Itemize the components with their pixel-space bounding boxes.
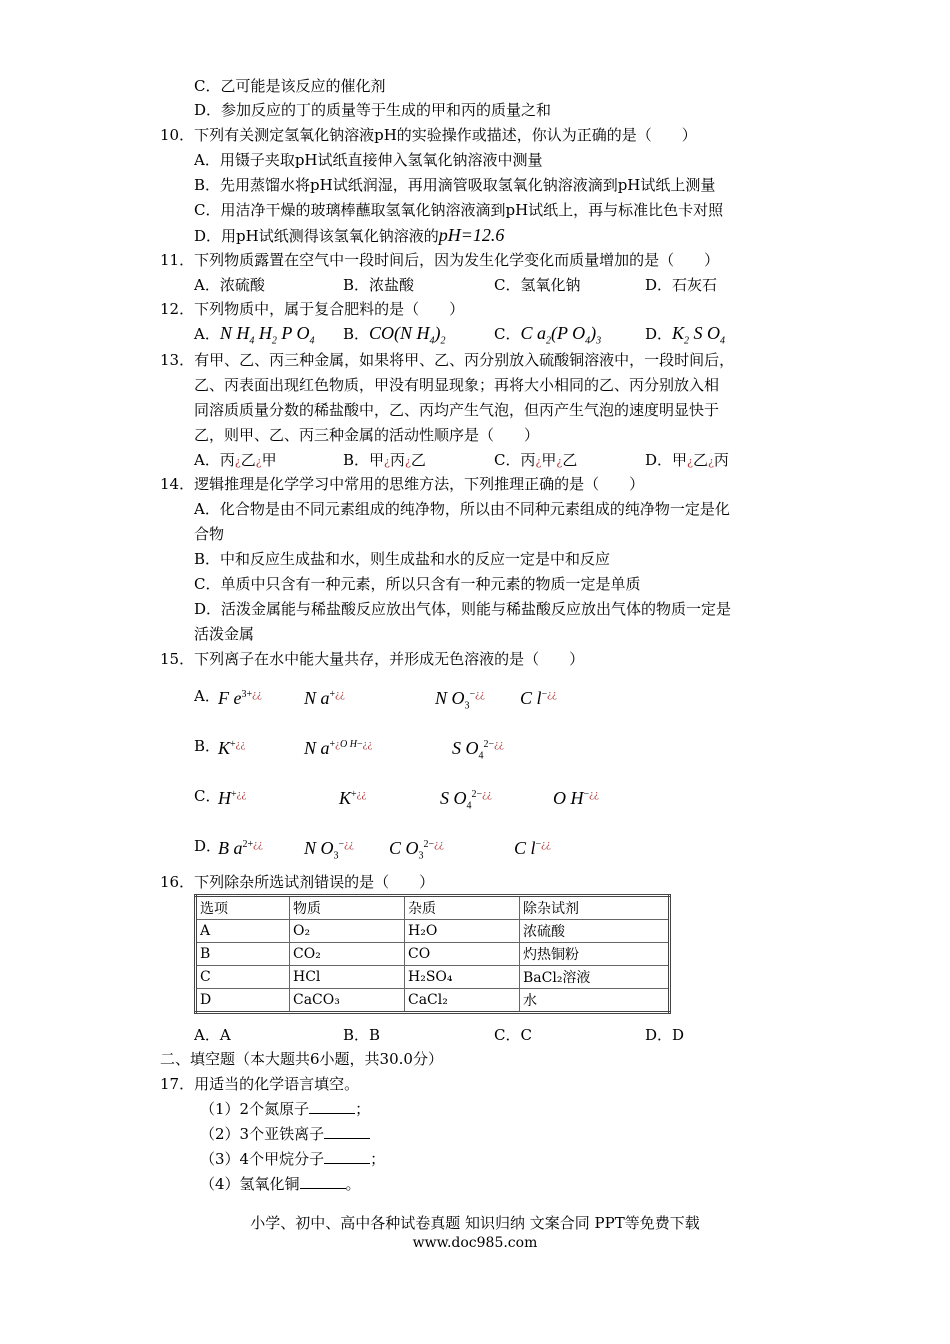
table-cell: H₂SO₄ [405, 966, 520, 989]
table-row [196, 989, 670, 1013]
q15-d-ion-no3: N $O_3^{-¿¿}$ [304, 838, 354, 862]
q12-option-a [194, 322, 315, 353]
q12-option-c [494, 322, 601, 353]
q13-stem-line4: 乙，则甲、乙、丙三种金属的活动性顺序是（ ） [194, 426, 540, 444]
q16-option-b: B．B [343, 1026, 381, 1044]
q17-item-1 [200, 1099, 370, 1119]
table-cell: CaCO₃ [290, 989, 405, 1013]
q16-option-c: C．C [494, 1026, 532, 1044]
table-cell: CaCl₂ [405, 989, 520, 1013]
q11-stem: 11．下列物质露置在空气中一段时间后，因为发生化学变化而质量增加的是（ ） [160, 251, 720, 269]
q10-option-b: B．先用蒸馏水将pH试纸润湿，再用滴管吸取氢氧化钠溶液滴到pH试纸上测量 [194, 176, 716, 194]
q10-option-c: C．用洁净干燥的玻璃棒蘸取氢氧化钠溶液滴到pH试纸上，再与标准比色卡对照 [194, 201, 724, 219]
table-header-row [196, 896, 670, 920]
q14-option-d-line1: D．活泼金属能与稀盐酸反应放出气体，则能与稀盐酸反应放出气体的物质一定是 [194, 600, 732, 618]
table-header-cell: 杂质 [405, 896, 520, 920]
q12-option-d-formula: $K_2$ S $O_4$ [672, 323, 726, 347]
q17-item-4-punct: 。 [345, 1175, 361, 1193]
q10-option-d-text: D．用pH试纸测得该氢氧化钠溶液的 [194, 227, 439, 245]
impurity-table [194, 894, 671, 1014]
q17-item-1-punct: ； [355, 1100, 371, 1118]
answer-blank[interactable] [309, 1099, 355, 1114]
answer-blank[interactable] [324, 1149, 370, 1164]
table-cell: 水 [520, 989, 670, 1013]
q13-stem-line1: 13．有甲、乙、丙三种金属，如果将甲、乙、丙分别放入硫酸铜溶液中，一段时间后， [160, 351, 735, 369]
q13-option-b-label: B．甲 [343, 451, 385, 469]
table-row [196, 943, 670, 966]
q17-item-4-text: （4）氢氧化铜 [200, 1175, 300, 1193]
q15-b-ion-so4: S $O_4^{2-¿¿}$ [452, 738, 504, 762]
q16-option-d: D．D [645, 1026, 685, 1044]
q11-option-c: C．氢氧化钠 [494, 276, 581, 294]
q17-item-3 [200, 1149, 385, 1169]
q12-option-c-label: C． [494, 325, 521, 343]
table-cell: 浓硫酸 [520, 920, 670, 943]
section-heading-fill-in: 二、填空题（本大题共6小题，共30.0分） [160, 1050, 443, 1068]
q14-option-b: B．中和反应生成盐和水，则生成盐和水的反应一定是中和反应 [194, 550, 611, 568]
q13-stem-line3: 同溶质质量分数的稀盐酸中，乙、丙均产生气泡，但丙产生气泡的速度明显快于 [194, 401, 720, 419]
q10-stem: 10．下列有关测定氢氧化钠溶液pH的实验操作或描述，你认为正确的是（ ） [160, 126, 697, 144]
q9-option-d: D．参加反应的丁的质量等于生成的甲和丙的质量之和 [194, 101, 552, 119]
q12-option-b-label: B． [343, 325, 370, 343]
table-row [196, 920, 670, 943]
q15-d-ion-cl: C l−¿¿ [514, 838, 551, 858]
q10-option-d-math: pH=12.6 [438, 225, 505, 245]
q10-option-a: A．用镊子夹取pH试纸直接伸入氢氧化钠溶液中测量 [194, 151, 543, 169]
q12-option-b [343, 322, 446, 353]
q11-option-d: D．石灰石 [645, 276, 718, 294]
q12-option-a-label: A． [194, 325, 220, 343]
q10-option-d [194, 225, 504, 246]
footer-promo: 小学、初中、高中各种试卷真题 知识归纳 文案合同 PPT等免费下载 [250, 1214, 700, 1232]
table-cell: 灼热铜粉 [520, 943, 670, 966]
q13-option-d-label: D．甲 [645, 451, 688, 469]
q17-item-1-text: （1）2个氮原子 [200, 1100, 310, 1118]
q12-option-d [645, 322, 725, 353]
q11-option-b: B．浓盐酸 [343, 276, 415, 294]
q17-stem: 17．用适当的化学语言填空。 [160, 1075, 360, 1093]
q12-stem: 12．下列物质中，属于复合肥料的是（ ） [160, 300, 465, 318]
q13-option-c: C．丙¿甲¿乙 [494, 451, 578, 469]
q15-a-ion-cl: C l−¿¿ [520, 688, 557, 708]
q12-option-a-formula: N $H_4$ $H_2$ P $O_4$ [219, 323, 315, 347]
q15-a-ion-fe: F $e^{3+¿¿}$ [218, 688, 262, 708]
q17-item-2-text: （2）3个亚铁离子 [200, 1125, 325, 1143]
q15-option-d-label: D． [194, 837, 222, 855]
q12-option-c-formula: C $a_2(P$ $O_4)_3$ [520, 323, 602, 347]
table-header-cell: 物质 [290, 896, 405, 920]
table-cell: CO₂ [290, 943, 405, 966]
q13-option-b: B．甲¿丙¿乙 [343, 451, 426, 469]
q13-option-d: D．甲¿乙¿丙 [645, 451, 729, 469]
q12-option-d-label: D． [645, 325, 673, 343]
q14-stem: 14．逻辑推理是化学学习中常用的思维方法，下列推理正确的是（ ） [160, 475, 645, 493]
q15-c-ion-so4: S $O_4^{2-¿¿}$ [440, 788, 492, 812]
q15-b-ion-k: K+¿¿ [218, 738, 246, 758]
table-header-cell: 除杂试剂 [520, 896, 670, 920]
table-cell: H₂O [405, 920, 520, 943]
q15-c-ion-k: K+¿¿ [339, 788, 367, 808]
answer-blank[interactable] [324, 1124, 370, 1139]
q15-d-ion-ba: B $a^{2+¿¿}$ [218, 838, 263, 858]
table-cell: D [196, 989, 290, 1013]
table-row [196, 966, 670, 989]
q9-option-c: C．乙可能是该反应的催化剂 [194, 77, 386, 95]
q16-stem: 16．下列除杂所选试剂错误的是（ ） [160, 873, 435, 891]
q17-item-2 [200, 1124, 370, 1144]
table-cell: A [196, 920, 290, 943]
q15-option-b-label: B． [194, 737, 221, 755]
q14-option-a-line1: A．化合物是由不同元素组成的纯净物，所以由不同种元素组成的纯净物一定是化 [194, 500, 730, 518]
q14-option-a-line2: 合物 [194, 525, 225, 543]
q15-c-ion-h: H+¿¿ [218, 788, 247, 808]
q14-option-c: C．单质中只含有一种元素，所以只含有一种元素的物质一定是单质 [194, 575, 641, 593]
table-cell: B [196, 943, 290, 966]
q13-stem-line2: 乙、丙表面出现红色物质，甲没有明显现象；再将大小相同的乙、丙分别放入相 [194, 376, 720, 394]
q13-option-c-label: C．丙 [494, 451, 536, 469]
q13-option-a: A．丙¿乙¿甲 [194, 451, 277, 469]
table-cell: BaCl₂溶液 [520, 966, 670, 989]
q15-d-ion-co3: C $O_3^{2-¿¿}$ [389, 838, 444, 862]
q15-a-ion-no3: N $O_3^{-¿¿}$ [435, 688, 485, 712]
q14-option-d-line2: 活泼金属 [194, 625, 255, 643]
q15-option-a-label: A． [194, 687, 220, 705]
q17-item-4 [200, 1174, 361, 1194]
q17-item-3-text: （3）4个甲烷分子 [200, 1150, 325, 1168]
q12-option-b-formula: CO(N $H_4)_2$ [369, 323, 446, 347]
table-cell: CO [405, 943, 520, 966]
q11-option-a: A．浓硫酸 [194, 276, 265, 294]
q15-option-c-label: C． [194, 787, 221, 805]
q15-a-ion-na: N a+¿¿ [304, 688, 345, 708]
q15-stem: 15．下列离子在水中能大量共存，并形成无色溶液的是（ ） [160, 650, 585, 668]
q15-b-ion-na-oh: N $a^{+¿O H-¿¿}$ [304, 738, 373, 758]
q16-option-a: A．A [194, 1026, 231, 1044]
footer-url[interactable]: www.doc985.com [412, 1235, 538, 1251]
table-cell: O₂ [290, 920, 405, 943]
q17-item-3-punct: ； [370, 1150, 386, 1168]
answer-blank[interactable] [300, 1174, 346, 1189]
q15-c-ion-oh: O H−¿¿ [553, 788, 599, 808]
table-header-cell: 选项 [196, 896, 290, 920]
q13-option-a-label: A．丙 [194, 451, 235, 469]
table-cell: C [196, 966, 290, 989]
table-cell: HCl [290, 966, 405, 989]
